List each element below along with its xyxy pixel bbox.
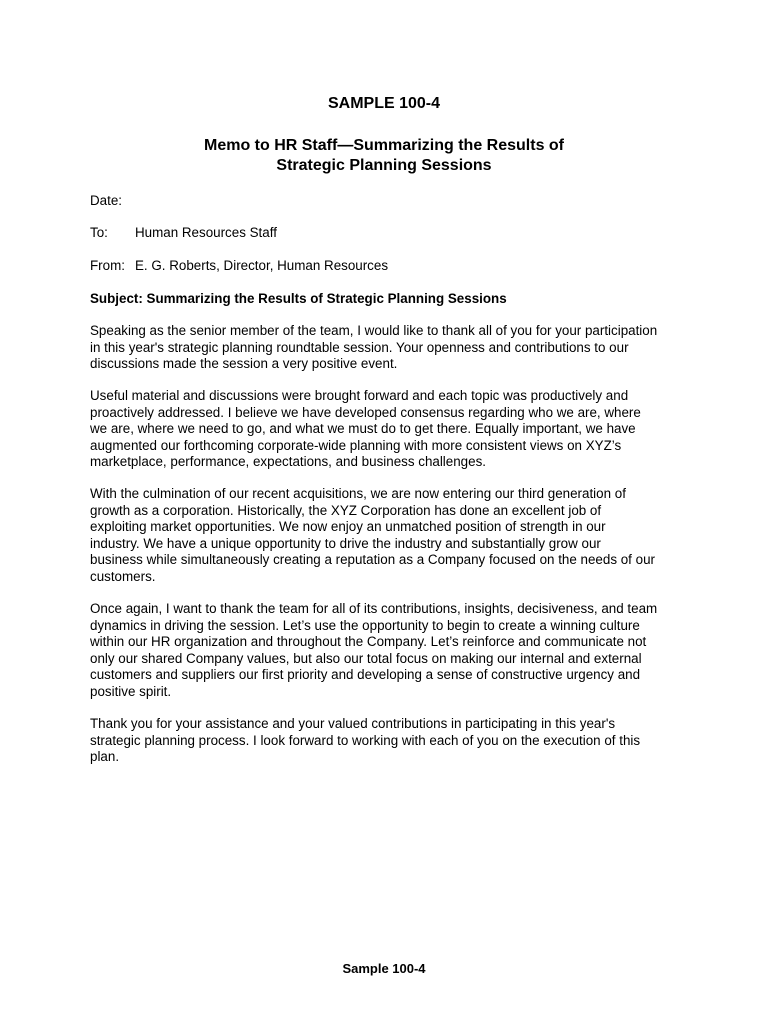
to-label: To: [90,225,108,240]
paragraph-line: strategic planning process. I look forward to working with each of you on the execution of this [90,732,641,748]
paragraph-line: augmented our forthcoming corporate-wide planning with more consistent views on XYZ’s [90,437,622,453]
paragraph-line: Thank you for your assistance and your valued contributions in participating in this year's [90,716,616,731]
paragraph-line: industry. We have a unique opportunity to drive the industry and substantially grow our [90,535,601,551]
paragraph-line: business while simultaneously creating a reputation as a Company focused on the needs of our [90,552,655,567]
paragraph-4 [90,601,690,700]
paragraph-line: customers and suppliers our first priority and developing a sense of constructive urgency and [90,667,641,682]
memo-title [0,136,768,176]
paragraph-line: in this year's strategic planning roundtable session. Your openness and contributions to our [90,339,629,355]
paragraph-line: exploiting market opportunities. We now enjoy an unmatched position of strength in our [90,519,606,534]
paragraph-line: discussions made the session a very positive event. [90,356,398,371]
paragraph-line: Speaking as the senior member of the team, I would like to thank all of you for your participation [90,323,658,338]
paragraph-line: customers. [90,568,156,584]
from-label: From: [90,258,125,273]
to-value: Human Resources Staff [135,225,277,240]
memo-title-line-2: Strategic Planning Sessions [276,157,492,174]
date-label: Date: [90,193,123,208]
paragraph-line: positive spirit. [90,683,172,699]
paragraph-line: within our HR organization and throughout the Company. Let’s reinforce and communicate not [90,634,647,649]
paragraph-3 [90,486,690,585]
page-footer: Sample 100-4 [342,961,426,976]
sample-label: SAMPLE 100-4 [327,95,441,112]
paragraph-line: Useful material and discussions were brought forward and each topic was productively and [90,388,629,403]
paragraph-line: proactively addressed. I believe we have developed consensus regarding who we are, where [90,404,641,420]
paragraph-1 [90,323,690,373]
paragraph-line: marketplace, performance, expectations, and business challenges. [90,454,486,469]
memo-title-line-1: Memo to HR Staff—Summarizing the Results of [203,137,565,154]
paragraph-line: growth as a corporation. Historically, the XYZ Corporation has done an excellent job of [90,502,602,518]
paragraph-2 [90,388,690,471]
date-field [90,193,122,210]
paragraph-line: Once again, I want to thank the team for all of its contributions, insights, decisiveness, and team [90,601,658,616]
paragraph-line: With the culmination of our recent acquisitions, we are now entering our third generation of [90,486,626,501]
from-value: E. G. Roberts, Director, Human Resources [135,258,389,273]
to-field [90,225,277,242]
paragraph-5 [90,716,690,766]
paragraph-line: plan. [90,749,120,764]
paragraph-line: we are, where we need to go, and what we must do to get there. Equally important, we have [90,421,636,436]
from-field [90,258,388,275]
paragraph-line: only our shared Company values, but also our total focus on making our internal and external [90,650,642,666]
paragraph-line: dynamics in driving the session. Let’s use the opportunity to begin to create a winning culture [90,617,640,633]
subject-line: Subject: Summarizing the Results of Strategic Planning Sessions [90,291,507,306]
